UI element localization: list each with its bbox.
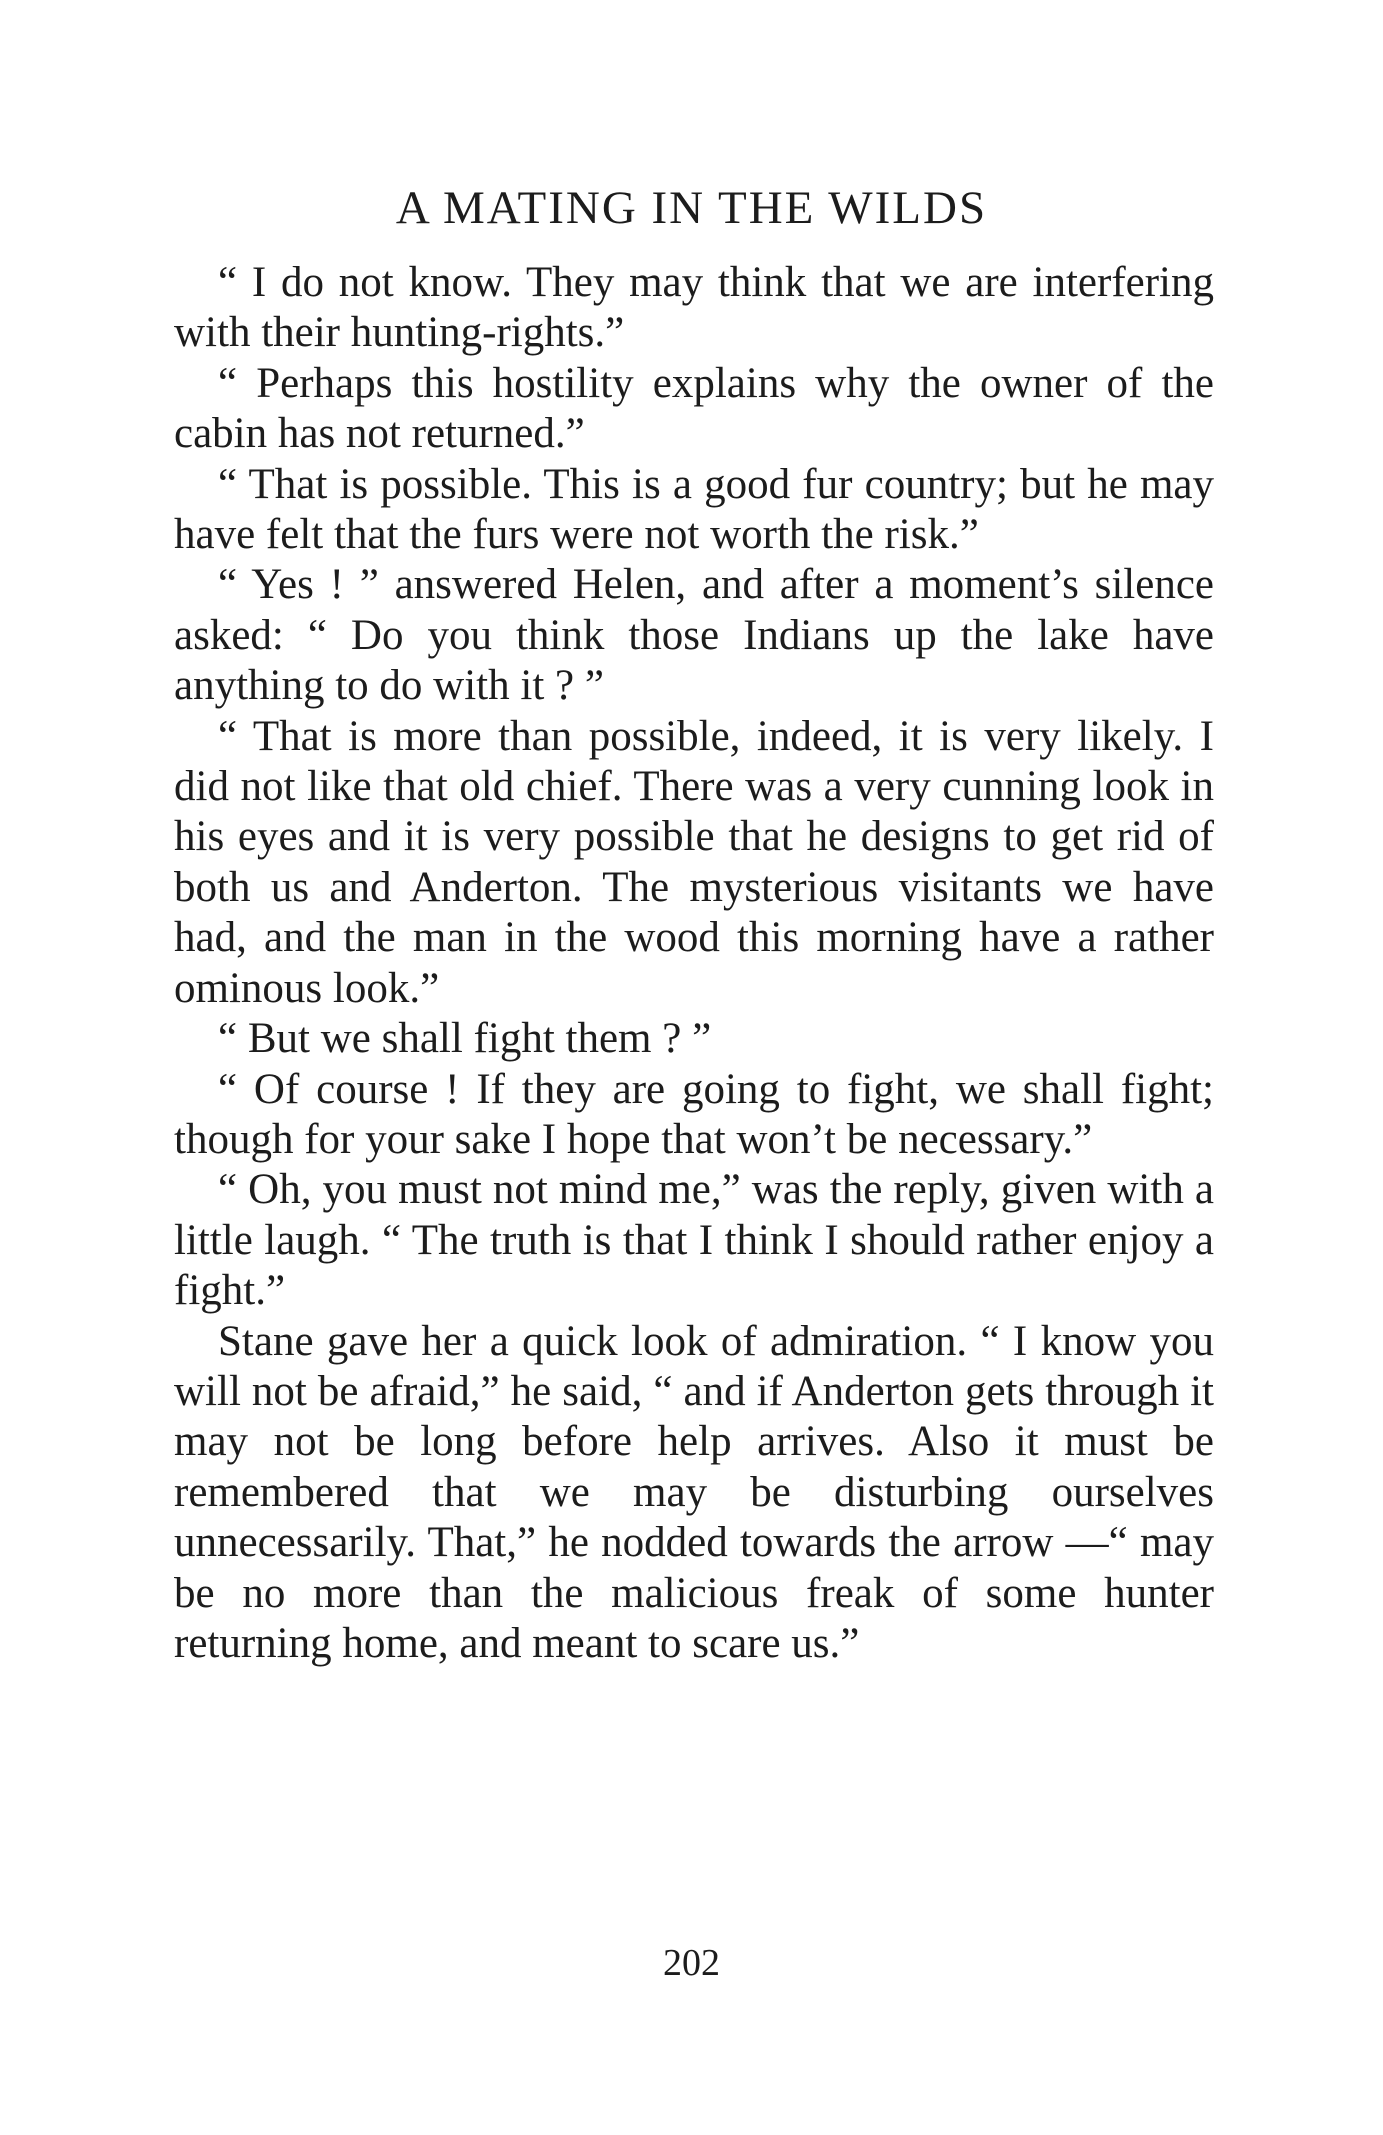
paragraph: “ But we shall fight them ? ” bbox=[218, 1015, 712, 1063]
paragraph: “ Perhaps this hostility explains why the owner of the cabin has not returned.” bbox=[174, 359, 1214, 458]
paragraph: “ Oh, you must not mind me,” was the reply, given with a little laugh. “ The truth is that I think I should rather enjoy a fight.” bbox=[174, 1166, 1214, 1315]
paragraph: “ That is more than possible, indeed, it is very likely. I did not like that old chief. There was a very cunning look in his eyes and it is very possible that he designs to get rid of both us and Anderton. The mysterious visitants we have had, and the man in the wood this morning have a rather ominous look.” bbox=[174, 712, 1214, 1012]
page-number: 202 bbox=[663, 1942, 720, 1984]
paragraph: “ That is possible. This is a good fur country; but he may have felt that the furs were not worth the risk.” bbox=[174, 460, 1214, 559]
paragraph: “ I do not know. They may think that we are interfering with their hunting-rights.” bbox=[174, 259, 1214, 357]
paragraph: Stane gave her a quick look of admiration. “ I know you will not be afraid,” he said, “ and if Anderton gets through it may not be long before help arrives. Also it must be remembered that we may be disturbing ourselves unnecessarily. That,” he nodded towards the arrow —“ may be no more than the malicious freak of some hunter returning home, and meant to scare us.” bbox=[174, 1317, 1214, 1667]
body-text bbox=[174, 258, 1214, 1669]
running-head: A MATING IN THE WILDS bbox=[395, 182, 988, 234]
paragraph: “ Yes ! ” answered Helen, and after a moment’s silence asked: “ Do you think those Indians up the lake have anything to do with it ? ” bbox=[174, 561, 1214, 710]
paragraph: “ Of course ! If they are going to fight, we shall fight; though for your sake I hope that won’t be necessary.” bbox=[174, 1065, 1214, 1163]
